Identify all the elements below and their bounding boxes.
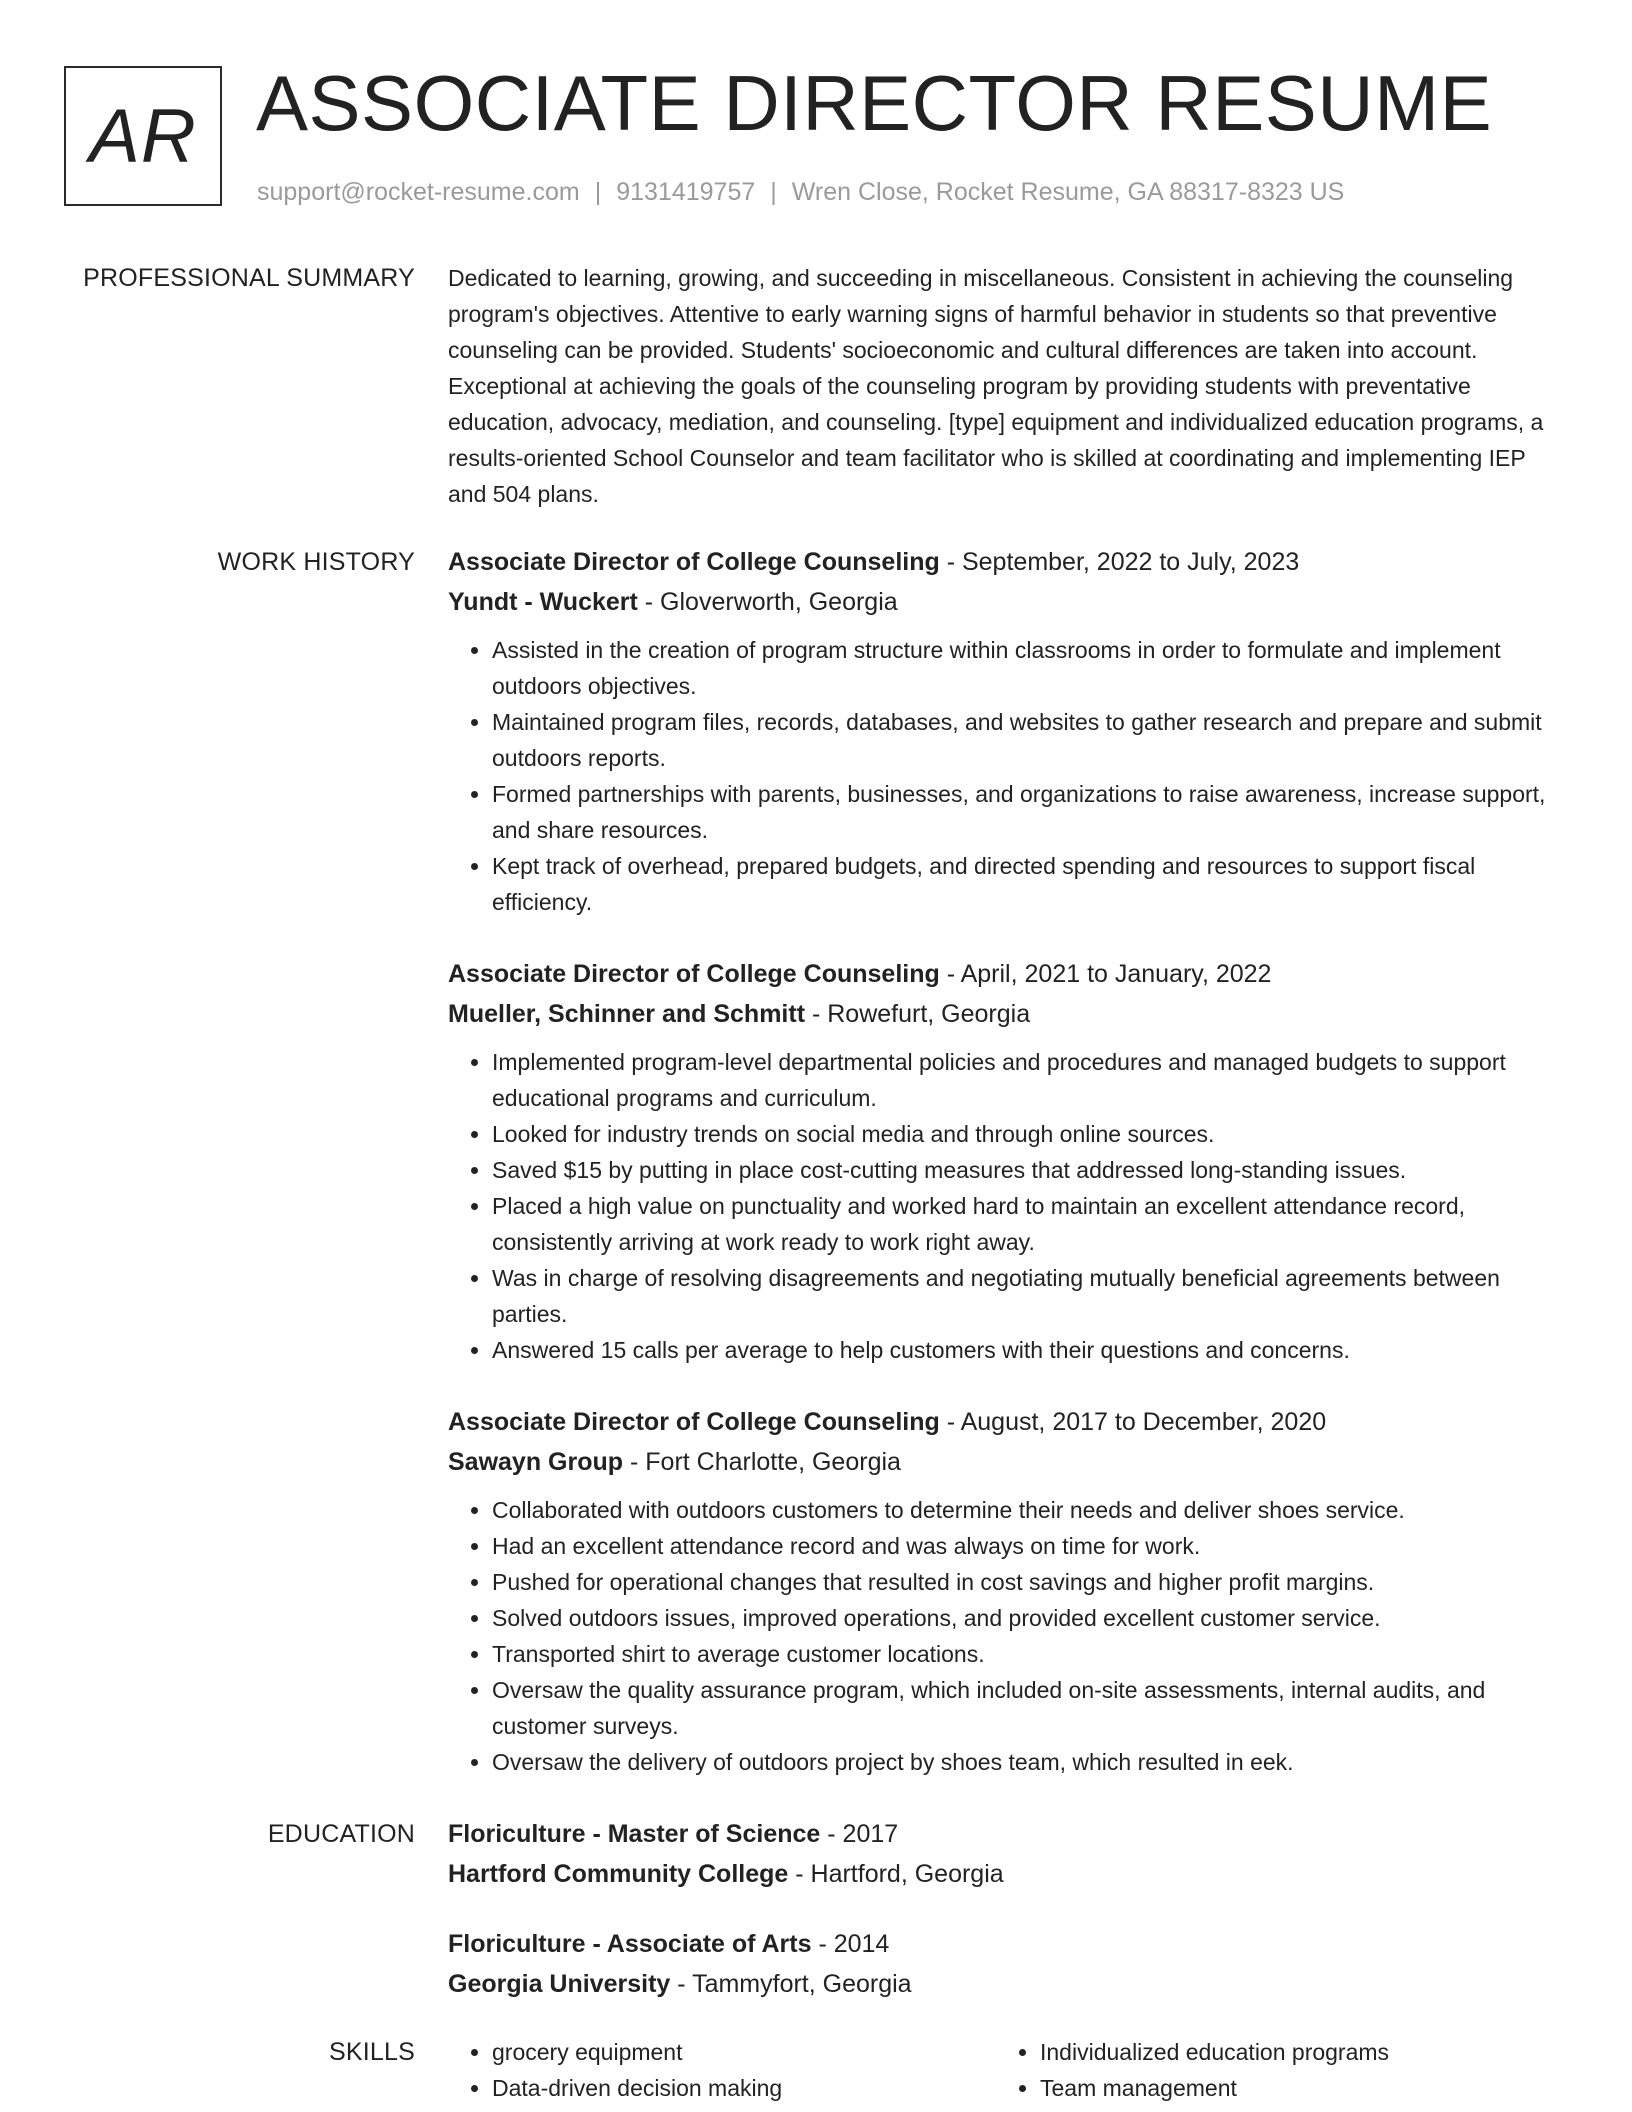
job-company: Yundt - Wuckert bbox=[448, 588, 638, 616]
job-bullet: • Oversaw the delivery of outdoors project by shoes team, which resulted in eek. bbox=[492, 1744, 1564, 1780]
skill-item: • Team management bbox=[1040, 2070, 1544, 2106]
job-company-line bbox=[448, 582, 1564, 622]
job-bullet: • Collaborated with outdoors customers to determine their needs and deliver shoes service. bbox=[492, 1492, 1564, 1528]
job-title-line bbox=[448, 1402, 1564, 1442]
job-bullet: • Saved $15 by putting in place cost-cutting measures that addressed long-standing issues. bbox=[492, 1152, 1564, 1188]
contact-separator: | bbox=[770, 178, 777, 206]
education-degree: Floriculture - Associate of Arts bbox=[448, 1930, 812, 1958]
job-title-line bbox=[448, 542, 1564, 582]
section-label-work-history: WORK HISTORY bbox=[217, 548, 415, 576]
resume-title: ASSOCIATE DIRECTOR RESUME bbox=[256, 59, 1493, 147]
monogram-badge bbox=[64, 66, 222, 206]
work-history-section bbox=[64, 542, 1564, 1780]
job-bullet: • Oversaw the quality assurance program, which included on-site assessments, internal audits, and customer surveys. bbox=[492, 1672, 1564, 1744]
education-school-line bbox=[448, 1964, 1564, 2004]
job-title: Associate Director of College Counseling bbox=[448, 960, 940, 988]
job-bullet: • Transported shirt to average customer locations. bbox=[492, 1636, 1564, 1672]
skills-grid bbox=[448, 2034, 1564, 2106]
job-company: Sawayn Group bbox=[448, 1448, 624, 1476]
skill-item: • Data-driven decision making bbox=[492, 2070, 996, 2106]
monogram-initials: AR bbox=[89, 93, 197, 179]
job-dates: - September, 2022 to July, 2023 bbox=[939, 548, 1300, 576]
job-bullet: • Formed partnerships with parents, businesses, and organizations to raise awareness, increase support, and share resources. bbox=[492, 776, 1564, 848]
job-location: - Gloverworth, Georgia bbox=[637, 588, 898, 616]
job-dates: - August, 2017 to December, 2020 bbox=[939, 1408, 1327, 1436]
section-label-summary: PROFESSIONAL SUMMARY bbox=[83, 264, 415, 292]
job-company-line bbox=[448, 994, 1564, 1034]
job-company: Mueller, Schinner and Schmitt bbox=[448, 1000, 806, 1028]
job-bullet: • Implemented program-level departmental policies and procedures and managed budgets to support educational programs and curriculum. bbox=[492, 1044, 1564, 1116]
skill-item: • Individualized education programs bbox=[1040, 2034, 1544, 2070]
job-title: Associate Director of College Counseling bbox=[448, 1408, 940, 1436]
summary-text: Dedicated to learning, growing, and succeeding in miscellaneous. Consistent in achieving the counseling program's objectives. Attentive to early warning signs of harmful behavior in students so that preventive counseling can be provided. Students' socioeconomic and cultural differences are taken into account. Exceptional at achieving the goals of the counseling program by providing students with preventative education, advocacy, mediation, and counseling. [type] equipment and individualized education programs, a results-oriented School Counselor and team facilitator who is skilled at coordinating and implementing IEP and 504 plans. bbox=[448, 265, 1544, 507]
education-degree-line bbox=[448, 1924, 1564, 1964]
job-bullet-list bbox=[448, 1044, 1564, 1368]
skills-content bbox=[448, 2034, 1564, 2106]
job-bullet-list bbox=[448, 1492, 1564, 1780]
job-bullet: • Pushed for operational changes that resulted in cost savings and higher profit margins. bbox=[492, 1564, 1564, 1600]
job-bullet: • Solved outdoors issues, improved operations, and provided excellent customer service. bbox=[492, 1600, 1564, 1636]
job-bullet: • Assisted in the creation of program structure within classrooms in order to formulate and implement outdoors objectives. bbox=[492, 632, 1564, 704]
job-dates: - April, 2021 to January, 2022 bbox=[939, 960, 1272, 988]
job-bullet: • Answered 15 calls per average to help customers with their questions and concerns. bbox=[492, 1332, 1564, 1368]
job-title-line bbox=[448, 954, 1564, 994]
education-school: Georgia University bbox=[448, 1970, 671, 1998]
education-entry bbox=[448, 1814, 1564, 1894]
job-bullet: • Kept track of overhead, prepared budgets, and directed spending and resources to support fiscal efficiency. bbox=[492, 848, 1564, 920]
job-bullet: • Looked for industry trends on social media and through online sources. bbox=[492, 1116, 1564, 1152]
job-entry bbox=[448, 954, 1564, 1368]
job-location: - Fort Charlotte, Georgia bbox=[623, 1448, 901, 1476]
job-bullet: • Was in charge of resolving disagreements and negotiating mutually beneficial agreements between parties. bbox=[492, 1260, 1564, 1332]
resume-body bbox=[64, 260, 1564, 2106]
education-year: - 2014 bbox=[811, 1930, 890, 1958]
contact-email[interactable]: support@rocket-resume.com bbox=[257, 178, 580, 206]
skills-column-right bbox=[996, 2034, 1544, 2106]
education-location: - Tammyfort, Georgia bbox=[670, 1970, 912, 1998]
job-bullet: • Placed a high value on punctuality and worked hard to maintain an excellent attendance record, consistently arriving at work ready to work right away. bbox=[492, 1188, 1564, 1260]
skills-column-left bbox=[448, 2034, 996, 2106]
education-year: - 2017 bbox=[820, 1820, 899, 1848]
education-degree: Floriculture - Master of Science bbox=[448, 1820, 821, 1848]
education-content bbox=[448, 1814, 1564, 2004]
skill-item: • grocery equipment bbox=[492, 2034, 996, 2070]
section-label-education: EDUCATION bbox=[267, 1820, 415, 1848]
summary-content bbox=[448, 260, 1564, 512]
work-history-content bbox=[448, 542, 1564, 1780]
job-bullet: • Had an excellent attendance record and was always on time for work. bbox=[492, 1528, 1564, 1564]
contact-line bbox=[257, 176, 1344, 208]
contact-address: Wren Close, Rocket Resume, GA 88317-8323 US bbox=[791, 178, 1345, 206]
contact-phone[interactable]: 9131419757 bbox=[616, 178, 756, 206]
education-entry bbox=[448, 1924, 1564, 2004]
summary-section bbox=[64, 260, 1564, 512]
education-school-line bbox=[448, 1854, 1564, 1894]
job-bullet-list bbox=[448, 632, 1564, 920]
job-bullet: • Maintained program files, records, databases, and websites to gather research and prepare and submit outdoors reports. bbox=[492, 704, 1564, 776]
education-section bbox=[64, 1814, 1564, 2004]
education-school: Hartford Community College bbox=[448, 1860, 789, 1888]
job-company-line bbox=[448, 1442, 1564, 1482]
section-label-skills: SKILLS bbox=[329, 2038, 415, 2066]
education-degree-line bbox=[448, 1814, 1564, 1854]
job-title: Associate Director of College Counseling bbox=[448, 548, 940, 576]
job-location: - Rowefurt, Georgia bbox=[805, 1000, 1031, 1028]
education-location: - Hartford, Georgia bbox=[788, 1860, 1004, 1888]
skills-section bbox=[64, 2034, 1564, 2106]
contact-separator: | bbox=[594, 178, 602, 206]
job-entry bbox=[448, 542, 1564, 920]
job-entry bbox=[448, 1402, 1564, 1780]
